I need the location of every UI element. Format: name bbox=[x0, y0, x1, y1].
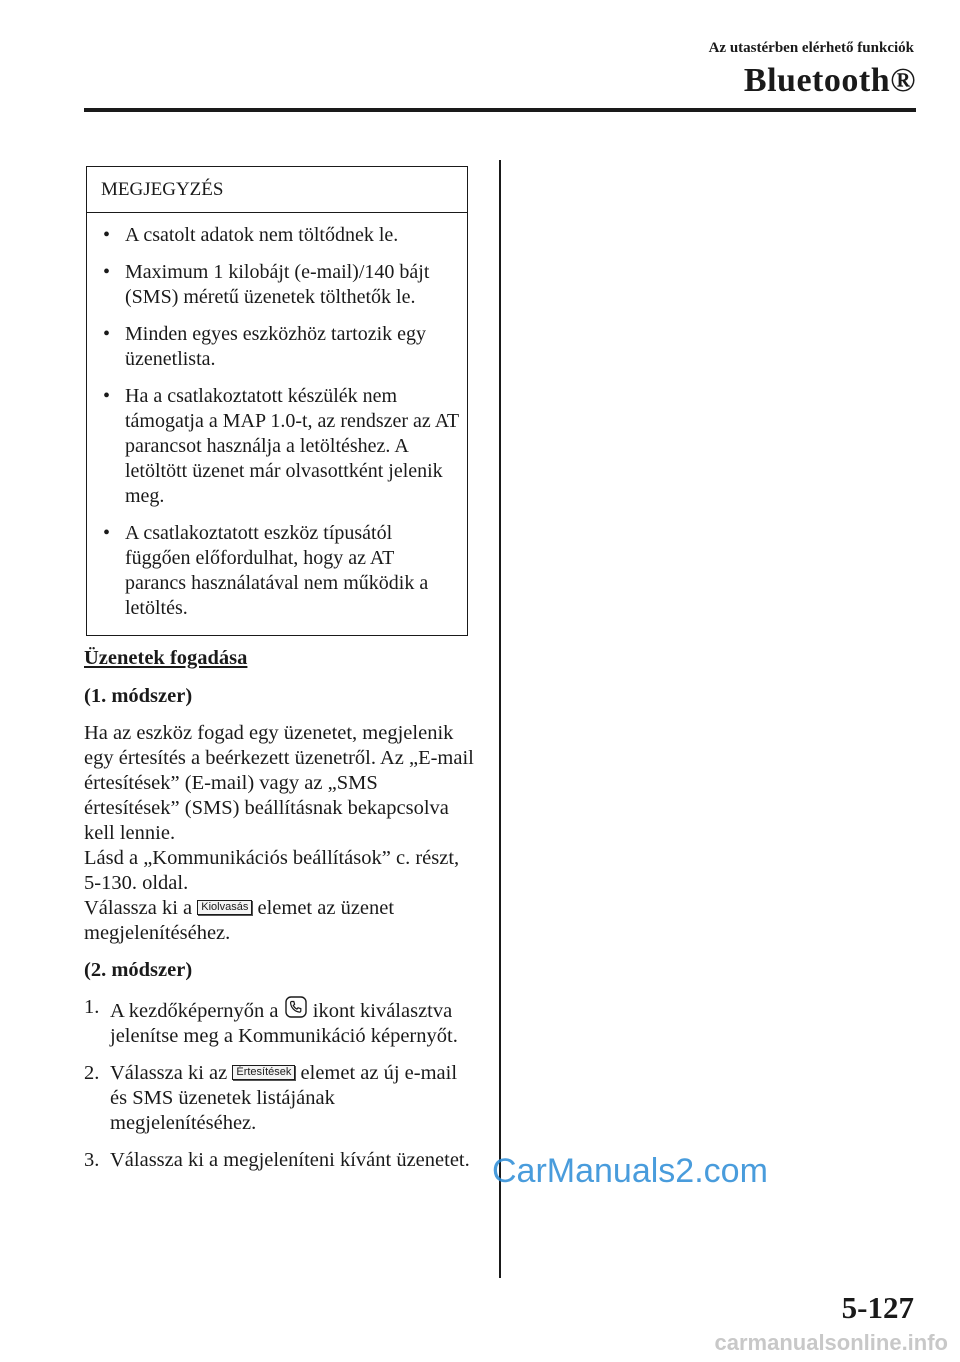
bullet: • bbox=[103, 261, 111, 283]
method1-paragraph: Ha az eszköz fogad egy üzenetet, megjelenik egy értesítés a beérkezett üzenetről. Az „E-mail értesítések” (E-mail) vagy az „SMS értesítések” (SMS) beállításnak bekapcsolva kell lennie. bbox=[84, 722, 474, 844]
kiolvasas-button[interactable]: Kiolvasás bbox=[197, 900, 252, 915]
note-list bbox=[87, 213, 467, 621]
note-item-text: Ha a csatlakoztatott készülék nem támogatja a MAP 1.0-t, az rendszer az AT parancsot használja a letöltéshez. A letöltött üzenet már olvasottként jelenik meg. bbox=[125, 385, 459, 507]
phone-icon[interactable] bbox=[284, 995, 308, 1019]
section-title: Bluetooth® bbox=[743, 62, 916, 99]
note-item bbox=[103, 260, 459, 310]
subheading: Üzenetek fogadása bbox=[84, 647, 248, 669]
bullet: • bbox=[103, 522, 111, 544]
column-divider bbox=[499, 160, 501, 1278]
step-text-before: A kezdőképernyőn a bbox=[110, 1000, 284, 1022]
step-text-after: elemet az új e-mail és SMS üzenetek listájának megjelenítéséhez. bbox=[110, 1062, 458, 1134]
ertesitesek-button[interactable]: Értesítések bbox=[232, 1065, 295, 1080]
bullet: • bbox=[103, 224, 111, 246]
bullet: • bbox=[103, 323, 111, 345]
header-rule bbox=[84, 108, 916, 112]
footer-url[interactable]: carmanualsonline.info bbox=[714, 1330, 948, 1355]
step-text: Válassza ki a megjeleníteni kívánt üzenetet. bbox=[110, 1149, 470, 1171]
method1-reference: Lásd a „Kommunikációs beállítások” c. részt, 5-130. oldal. bbox=[84, 847, 460, 894]
method1-select bbox=[84, 896, 476, 946]
select-text-after: elemet az üzenet megjelenítéséhez. bbox=[84, 897, 395, 944]
note-item bbox=[103, 322, 459, 372]
note-item bbox=[103, 521, 459, 621]
step-text-after: ikont kiválasztva jelenítse meg a Kommunikáció képernyőt. bbox=[110, 1000, 458, 1047]
section-label: Az utastérben elérhető funkciók bbox=[708, 40, 914, 56]
main-content bbox=[84, 646, 476, 1185]
note-item bbox=[103, 384, 459, 509]
select-text-before: Válassza ki a bbox=[84, 897, 198, 919]
note-item-text: Maximum 1 kilobájt (e-mail)/140 bájt (SMS) méretű üzenetek tölthetők le. bbox=[125, 261, 430, 308]
watermark: CarManuals2.com bbox=[492, 1152, 768, 1190]
note-item-text: A csatlakoztatott eszköz típusától függően előfordulhat, hogy az AT parancs használatával nem működik a letöltés. bbox=[125, 522, 429, 619]
step-number: 1. bbox=[84, 996, 100, 1018]
note-item-text: A csatolt adatok nem töltődnek le. bbox=[125, 224, 399, 246]
note-item-text: Minden egyes eszközhöz tartozik egy üzenetlista. bbox=[125, 323, 427, 370]
step-text-before: Válassza ki az bbox=[110, 1062, 233, 1084]
bullet: • bbox=[103, 385, 111, 407]
step-number: 2. bbox=[84, 1062, 100, 1084]
step-2 bbox=[84, 1061, 476, 1136]
page-number: 5-127 bbox=[841, 1290, 914, 1325]
step-1 bbox=[84, 995, 476, 1049]
step-number: 3. bbox=[84, 1149, 100, 1171]
method1-title: (1. módszer) bbox=[84, 685, 193, 707]
note-box bbox=[86, 166, 468, 636]
note-item bbox=[103, 223, 459, 248]
method2-title: (2. módszer) bbox=[84, 959, 193, 981]
note-title: MEGJEGYZÉS bbox=[87, 167, 467, 213]
step-3 bbox=[84, 1148, 476, 1173]
